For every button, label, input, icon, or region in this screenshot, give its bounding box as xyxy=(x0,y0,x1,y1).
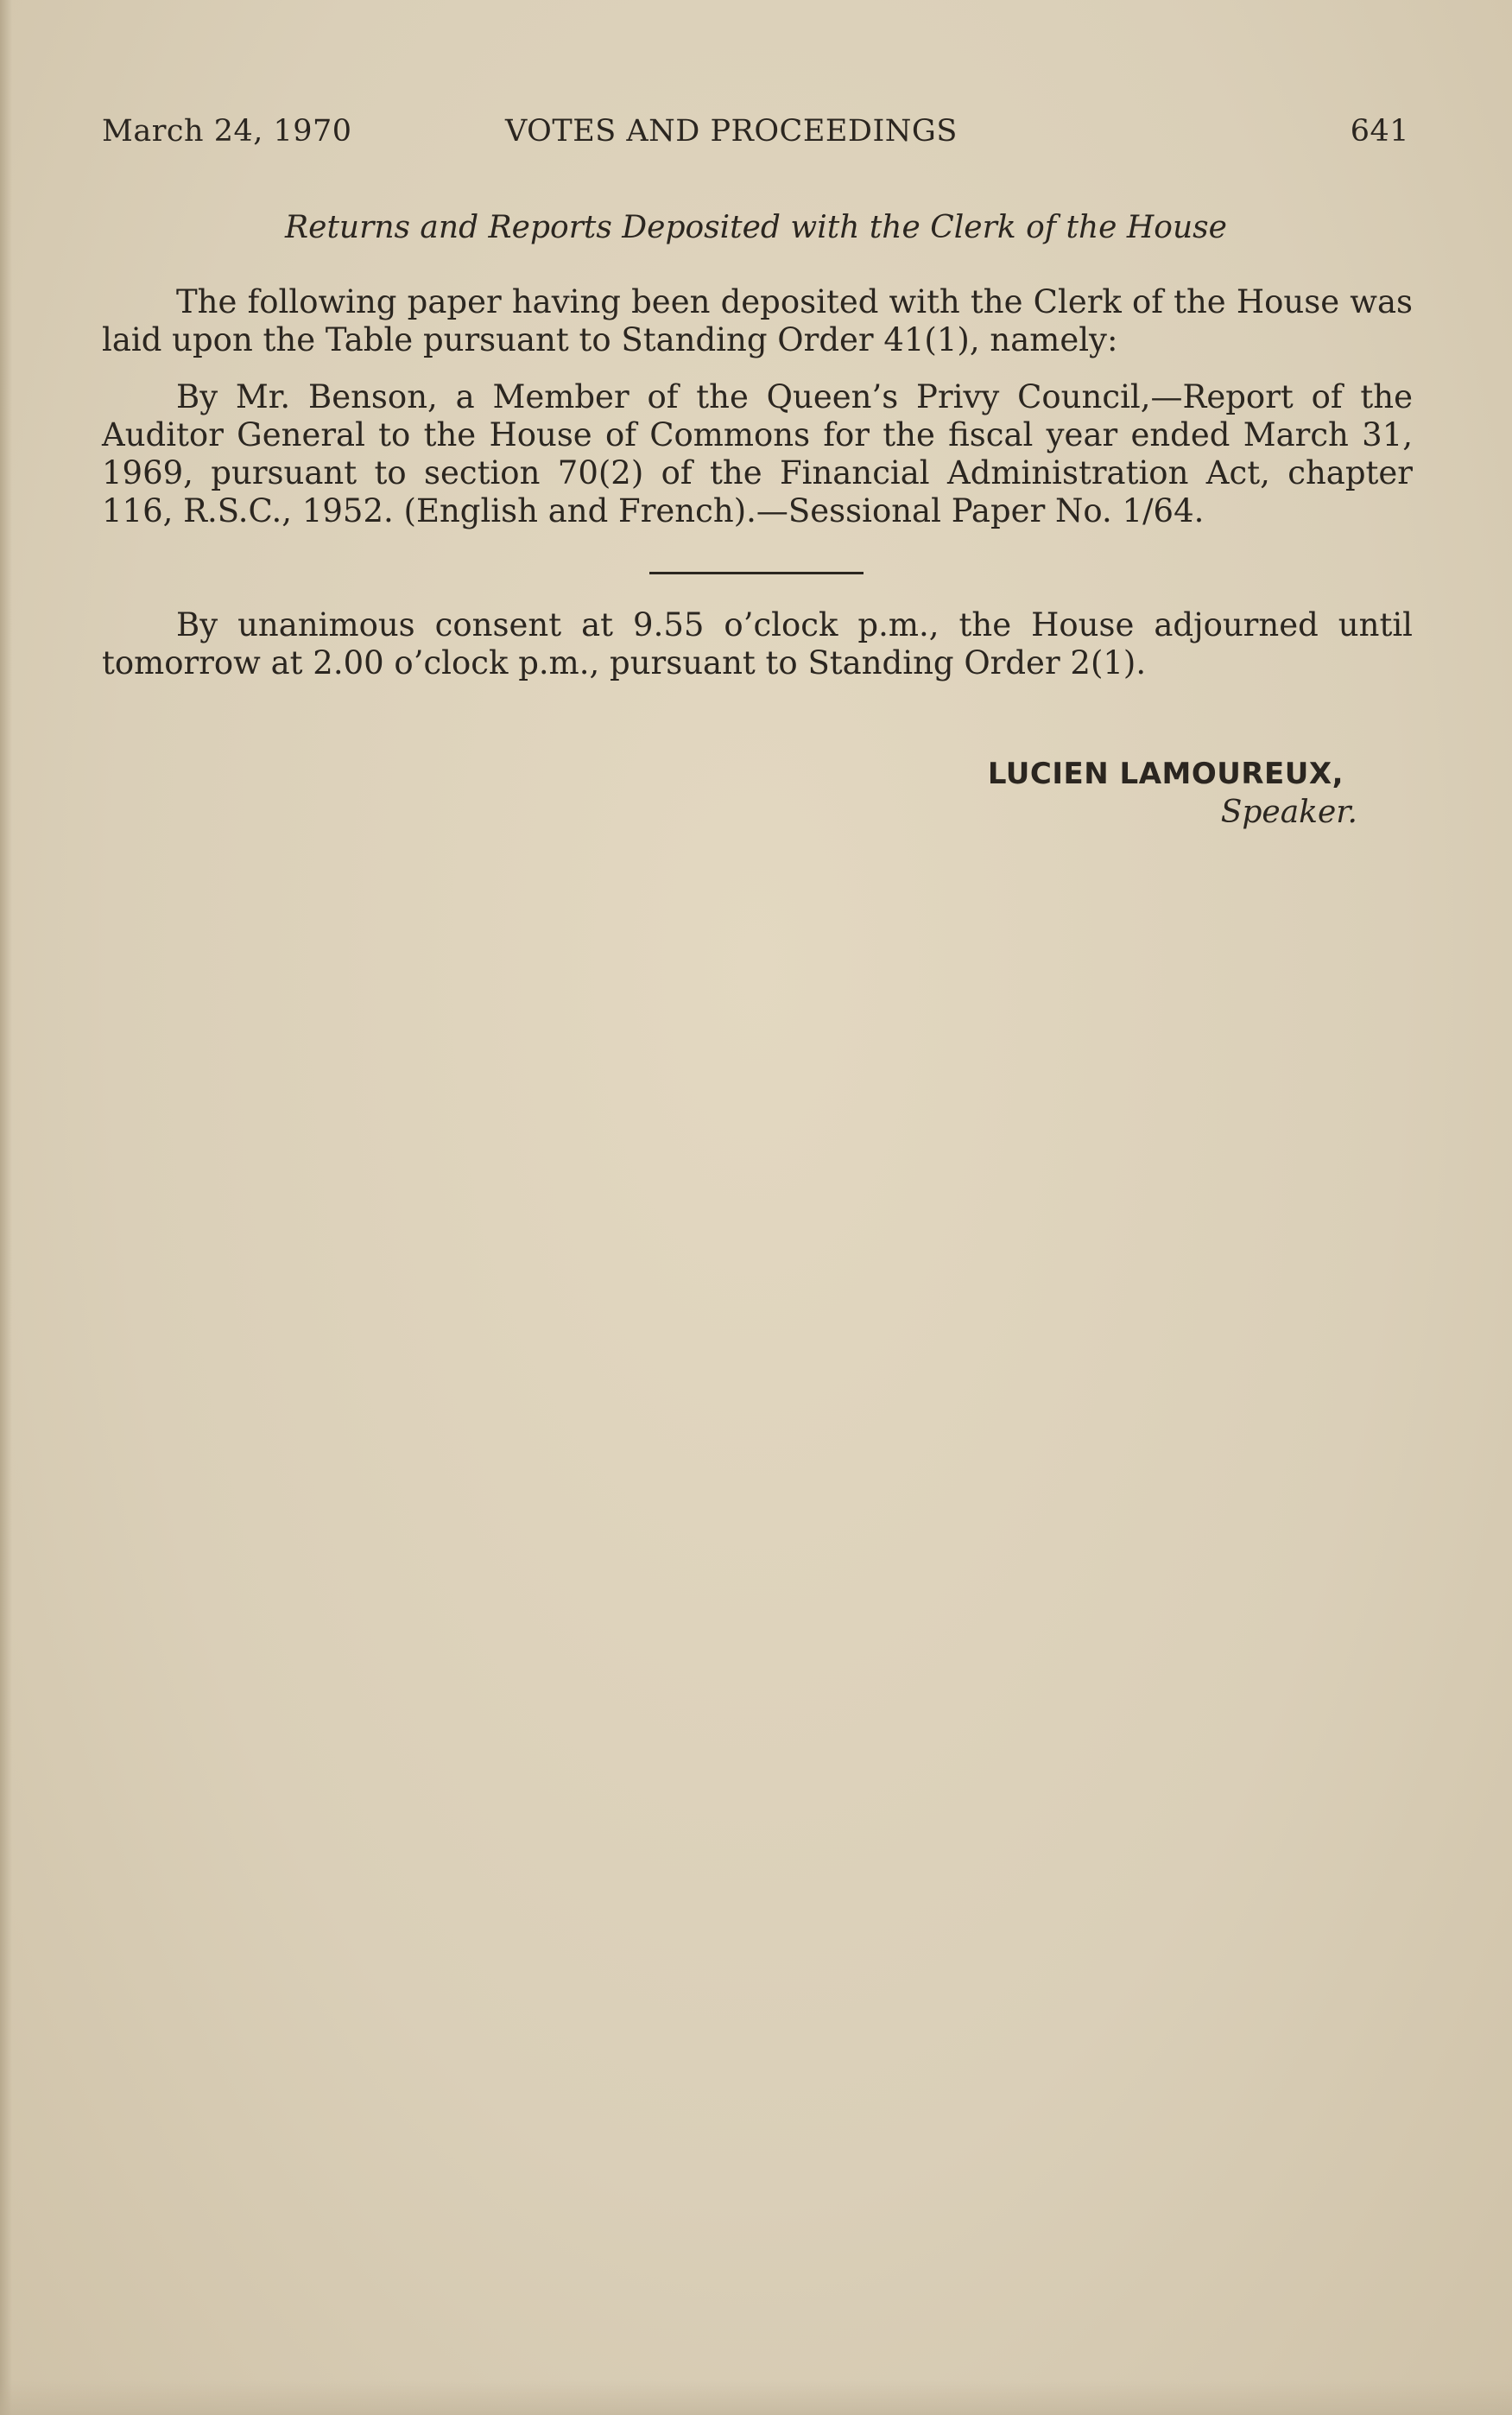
speaker-title: Speaker. xyxy=(1220,795,1357,830)
deposit-intro-paragraph: The following paper having been deposited with the Clerk of the House was laid upon the Table pursuant to Standing Order 41(1), namely: xyxy=(102,283,1413,358)
adjournment-paragraph: By unanimous consent at 9.55 o’clock p.m., the House adjourned until tomorrow at 2.00 o’clock p.m., pursuant to Standing Order 2(1). xyxy=(102,606,1413,681)
report-entry-paragraph: By Mr. Benson, a Member of the Queen’s Privy Council,—Report of the Auditor General to the House of Commons for the fiscal year ended March 31, 1969, pursuant to section 70(2) of the Financial Administration Act, chapter 116, R.S.C., 1952. (English and French).—Sessional Paper No. 1/64. xyxy=(102,378,1413,529)
running-header xyxy=(102,114,1409,157)
page-number: 641 xyxy=(1350,114,1409,149)
section-heading: Returns and Reports Deposited with the Clerk of the House xyxy=(285,210,1227,245)
page-edge-shadow xyxy=(0,0,12,2415)
section-divider xyxy=(649,572,864,574)
speaker-name: LUCIEN LAMOUREUX, xyxy=(987,757,1344,791)
signature-block xyxy=(987,757,1357,830)
header-title: VOTES AND PROCEEDINGS xyxy=(505,114,958,149)
page-bottom-shadow xyxy=(0,2380,1512,2415)
header-date: March 24, 1970 xyxy=(102,114,352,149)
